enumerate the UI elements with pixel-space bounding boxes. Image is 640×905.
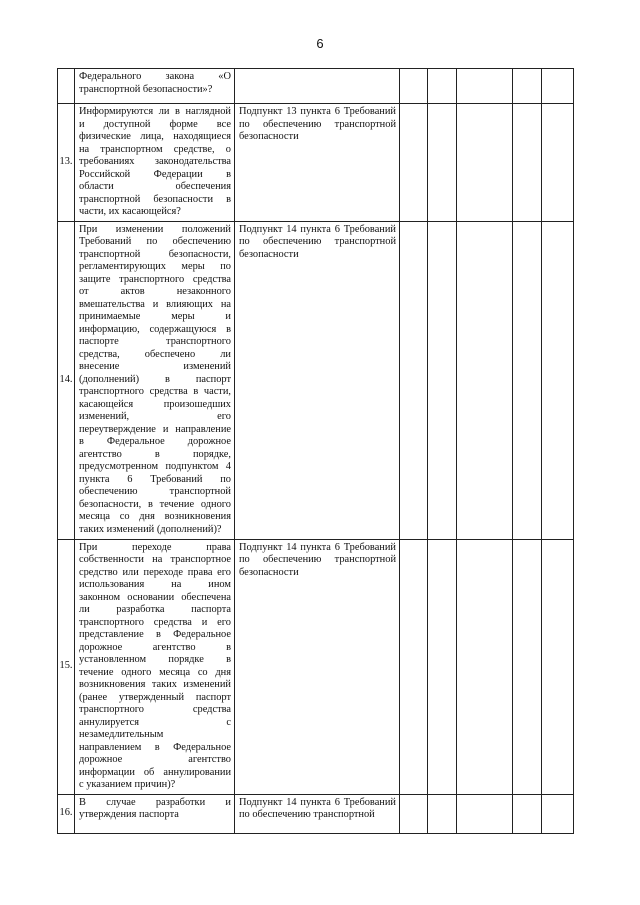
question-text-line: физические лица, находящиеся xyxy=(79,131,231,142)
requirement-cell xyxy=(235,221,400,539)
answer-cell xyxy=(513,539,542,794)
question-text-line: паспорте транспортного xyxy=(79,336,231,347)
question-text-line: законном основании обеспечена xyxy=(79,591,231,603)
question-text-line: информацию, содержащуюся в xyxy=(79,323,231,335)
question-text-line: утверждения паспорта xyxy=(79,809,179,820)
requirement-text-line: по обеспечению транспортной xyxy=(239,236,396,247)
question-text-line: вмешательства и влияющих на xyxy=(79,298,231,310)
question-cell xyxy=(75,794,235,833)
answer-cell xyxy=(457,104,513,222)
answer-cell xyxy=(513,69,542,104)
requirement-text-line: безопасности xyxy=(239,248,299,260)
row-number-cell xyxy=(58,104,75,222)
requirement-text-line: Подпункт 13 пункта 6 Требований xyxy=(239,106,396,117)
answer-cell xyxy=(542,69,574,104)
question-text-line: безопасности, в течение одного xyxy=(79,498,231,510)
question-text-line: месяца со дня возникновения xyxy=(79,511,231,522)
answer-cell xyxy=(542,104,574,222)
question-text-line: установленном порядке в xyxy=(79,654,231,665)
question-text-line: требованиях законодательства xyxy=(79,156,231,167)
requirement-text-line: Подпункт 14 пункта 6 Требований xyxy=(239,796,396,808)
row-number: 13. xyxy=(59,156,73,167)
question-text-line: аннулируется с xyxy=(79,716,231,728)
question-text-line: касающейся произошедших xyxy=(79,398,231,410)
row-number-cell xyxy=(58,539,75,794)
question-text-line: Требований по обеспечению xyxy=(79,236,231,247)
answer-cell xyxy=(542,539,574,794)
question-text-line: Федерального закона «О xyxy=(79,71,231,82)
answer-cell xyxy=(513,794,542,833)
answer-cell xyxy=(457,221,513,539)
page-number: 6 xyxy=(316,36,324,51)
question-text-line: дорожное агентство в xyxy=(79,641,231,653)
answer-cell xyxy=(428,104,457,222)
question-text-line: внесение изменений xyxy=(79,361,231,372)
question-cell xyxy=(75,104,235,222)
table-row xyxy=(58,69,574,104)
answer-cell xyxy=(513,104,542,222)
question-text-line: принимаемые меры и xyxy=(79,311,231,322)
question-text-line: использования на ином xyxy=(79,579,231,590)
row-number: 14. xyxy=(59,373,73,385)
question-text-line: переутверждение и направление xyxy=(79,423,231,435)
row-number: 16. xyxy=(59,807,73,819)
question-cell xyxy=(75,69,235,104)
requirement-text-line: Подпункт 14 пункта 6 Требований xyxy=(239,223,396,235)
question-text-line: предусмотренном подпунктом 4 xyxy=(79,461,231,472)
question-text-line: в Федеральное дорожное xyxy=(79,436,231,447)
answer-cell xyxy=(400,221,428,539)
table-row xyxy=(58,794,574,833)
answer-cell xyxy=(457,69,513,104)
question-text-line: транспортной безопасности, xyxy=(79,248,231,260)
question-text-line: незамедлительным xyxy=(79,729,164,740)
answer-cell xyxy=(428,794,457,833)
table-row xyxy=(58,104,574,222)
requirement-text-line: по обеспечению транспортной xyxy=(239,554,396,565)
question-text-line: возникновения таких изменений xyxy=(79,679,231,690)
answer-cell xyxy=(457,794,513,833)
question-text-line: средство или переходе права его xyxy=(79,566,231,578)
question-text-line: и доступной форме все xyxy=(79,118,231,130)
requirement-cell xyxy=(235,539,400,794)
answer-cell xyxy=(542,794,574,833)
checklist-table xyxy=(57,68,574,834)
answer-cell xyxy=(513,221,542,539)
answer-cell xyxy=(457,539,513,794)
question-text-line: области обеспечения xyxy=(79,181,231,192)
row-number: 15. xyxy=(59,660,73,672)
question-cell xyxy=(75,539,235,794)
requirement-text-line: Подпункт 14 пункта 6 Требований xyxy=(239,541,396,553)
question-text-line: (дополнений) в паспорт xyxy=(79,373,231,385)
answer-cell xyxy=(400,69,428,104)
answer-cell xyxy=(428,221,457,539)
requirement-text-line: безопасности xyxy=(239,131,299,142)
question-text-line: транспортного средства и его xyxy=(79,616,231,628)
question-text-line: изменений, его xyxy=(79,411,231,422)
question-text-line: информации об аннулировании xyxy=(79,766,231,778)
row-number-cell xyxy=(58,69,75,104)
question-text-line: собственности на транспортное xyxy=(79,554,231,565)
answer-cell xyxy=(400,104,428,222)
question-text-line: таких изменений (дополнений)? xyxy=(79,523,222,535)
answer-cell xyxy=(400,794,428,833)
question-text-line: (ранее утвержденный паспорт xyxy=(79,691,231,703)
requirement-cell xyxy=(235,104,400,222)
table-row xyxy=(58,221,574,539)
question-text-line: дорожное агентство xyxy=(79,754,231,765)
question-text-line: ли разработка паспорта xyxy=(79,604,231,615)
answer-cell xyxy=(542,221,574,539)
question-text-line: направлением в Федеральное xyxy=(79,741,231,753)
question-text-line: транспортной безопасности в xyxy=(79,193,231,205)
question-text-line: Российской Федерации в xyxy=(79,168,231,180)
question-text-line: защите транспортного средства xyxy=(79,273,231,285)
row-number-cell xyxy=(58,221,75,539)
answer-cell xyxy=(428,69,457,104)
answer-cell xyxy=(428,539,457,794)
question-text-line: пункта 6 Требований по xyxy=(79,473,231,485)
question-text-line: транспортного средства xyxy=(79,704,231,715)
requirement-cell xyxy=(235,794,400,833)
question-text-line: При переходе права xyxy=(79,541,231,553)
answer-cell xyxy=(400,539,428,794)
requirement-cell xyxy=(235,69,400,104)
question-text-line: регламентирующих меры по xyxy=(79,261,231,272)
question-text-line: транспортного средства в части, xyxy=(79,386,231,397)
table-row xyxy=(58,539,574,794)
question-text-line: с указанием причин)? xyxy=(79,779,176,790)
question-text-line: обеспечению транспортной xyxy=(79,486,231,497)
question-text-line: агентство в порядке, xyxy=(79,448,231,460)
question-text-line: части, их касающейся? xyxy=(79,206,181,217)
question-cell xyxy=(75,221,235,539)
requirement-text-line: по обеспечению транспортной xyxy=(239,118,396,130)
row-number-cell xyxy=(58,794,75,833)
question-text-line: на транспортном средстве, о xyxy=(79,143,231,155)
requirement-text-line: безопасности xyxy=(239,566,299,578)
requirement-text-line: по обеспечению транспортной xyxy=(239,809,375,820)
question-text-line: от актов незаконного xyxy=(79,286,231,297)
question-text-line: представление в Федеральное xyxy=(79,629,231,640)
question-text-line: течение одного месяца со дня xyxy=(79,666,231,678)
question-text-line: При изменении положений xyxy=(79,223,231,235)
question-text-line: транспортной безопасности»? xyxy=(79,83,213,95)
question-text-line: Информируются ли в наглядной xyxy=(79,106,231,117)
question-text-line: В случае разработки и xyxy=(79,796,231,808)
question-text-line: средства, обеспечено ли xyxy=(79,348,231,360)
